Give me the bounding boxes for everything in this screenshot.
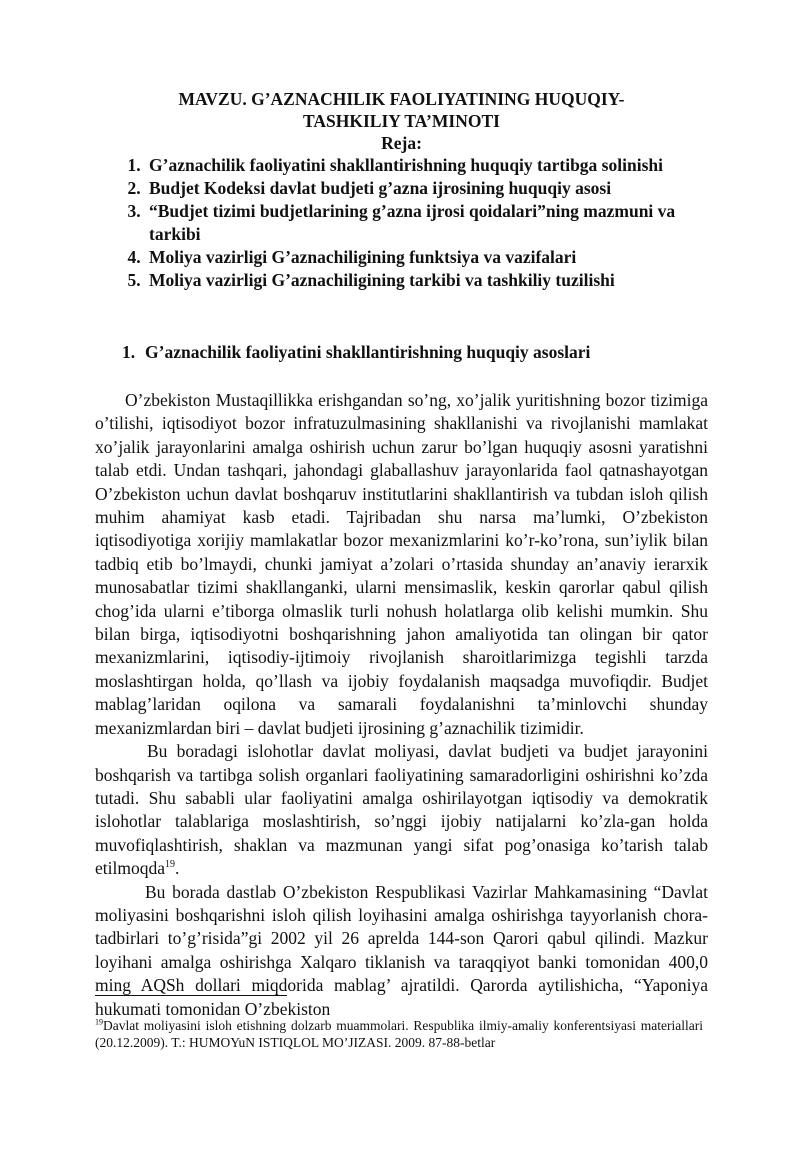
- footnote-divider: [95, 995, 287, 996]
- plan-item: 3. “Budjet tizimi budjetlarining g’azna ijrosi qoidalari”ning mazmuni va tarkibi: [145, 200, 708, 246]
- title-line-2: TASHKILIY TA’MINOTI: [303, 111, 500, 131]
- footnote-reference[interactable]: 19: [164, 859, 175, 871]
- body-text: [95, 389, 708, 1021]
- paragraph-2-end: .: [174, 858, 180, 879]
- plan-item: 4. Moliya vazirligi G’aznachiligining funktsiya va vazifalari: [145, 246, 708, 269]
- footnote: [95, 1017, 703, 1051]
- plan-item: 5. Moliya vazirligi G’aznachiligining tarkibi va tashkiliy tuzilishi: [145, 269, 708, 292]
- section-heading: [95, 341, 708, 364]
- title-line-1: MAVZU. G’AZNACHILIK FAOLIYATINING HUQUQIY-: [178, 89, 625, 109]
- footnote-number: 19: [95, 1017, 103, 1027]
- section-number: 1.: [122, 342, 136, 362]
- plan-item: 1. G’aznachilik faoliyatini shakllantirishning huquqiy tartibga solinishi: [145, 154, 708, 177]
- plan-heading: Reja:: [381, 133, 422, 153]
- plan-list: [95, 154, 708, 292]
- paragraph-2-text: Bu boradagi islohotlar davlat moliyasi, davlat budjeti va budjet jarayonini boshqarish va tartibga solish organlari faoliyatining samaradorligini oshirishni ko’zda tutadi. Shu sababli ular faoliyatini amalga oshirilayotgan iqtisodiy va demokratik islohotlar talablariga moslashtirish, so’nggi ijobiy natijalarni ko’zla-gan holda muvofiqlashtirish, shaklan va mazmunan yangi sifat pog’onasiga ko’tarish talab etilmoqda: [95, 741, 708, 879]
- footnote-text: Davlat moliyasini isloh etishning dolzarb muammolari. Respublika ilmiy-amaliy konferentsiyasi materiallari (20.12.2009). T.: HUMOYuN ISTIQLOL MO’JIZASI. 2009. 87-88-betlar: [95, 1018, 703, 1050]
- section-title: G’aznachilik faoliyatini shakllantirishning huquqiy asoslari: [145, 342, 591, 362]
- document-page: [95, 88, 708, 1021]
- plan-item: 2. Budjet Kodeksi davlat budjeti g’azna ijrosining huquqiy asosi: [145, 177, 708, 200]
- document-title: [95, 88, 708, 132]
- paragraph-2: [95, 740, 708, 880]
- paragraph-3: Bu borada dastlab O’zbekiston Respublikasi Vazirlar Mahkamasining “Davlat moliyasini boshqarishni isloh qilish loyihasini amalga oshirishga tayyorlanish chora-tadbirlari to’g’risida”gi 2002 yil 26 aprelda 144-son Qarori qabul qilindi. Mazkur loyihani amalga oshirishga Xalqaro tiklanish va taraqqiyot banki tomonidan 400,0 ming AQSh dollari miqdorida mablag’ ajratildi. Qarorda aytilishicha, “Yaponiya hukumati tomonidan O’zbekiston: [95, 881, 708, 1019]
- paragraph-1: O’zbekiston Mustaqillikka erishgandan so’ng, xo’jalik yuritishning bozor tizimiga o’tilishi, iqtisodiyot bozor infratuzulmasining shakllanishi va rivojlanishi mamlakat xo’jalik jarayonlarini amalga oshirish uchun zarur bo’lgan huquqiy asosni yaratishni talab etdi. Undan tashqari, jahondagi glaballashuv jarayonlarida faol qatnashayotgan O’zbekiston uchun davlat boshqaruv institutlarini shakllantirish va tubdan isloh qilish muhim ahamiyat kasb etadi. Tajribadan shu narsa ma’lumki, O’zbekiston iqtisodiyotiga xorijiy mamlakatlar bozor mexanizmlarini ko’r-ko’rona, sun’iylik bilan tadbiq etib bo’lmaydi, chunki jamiyat a’zolari o’rtasida shunday an’anaviy ierarxik munosabatlar tizimi shakllanganki, ularni mensimaslik, keskin qarorlar qabul qilish chog’ida ularni e’tiborga olmaslik turli nohush holatlarga olib kelishi mumkin. Shu bilan birga, iqtisodiyotni boshqarishning jahon amaliyotida tan olingan bir qator mexanizmlarini, iqtisodiy-ijtimoiy rivojlanish sharoitlarimizga tegishli tarzda moslashtirgan holda, qo’llash va ijobiy foydalanish maqsadga muvofiqdir. Budjet mablag’laridan oqilona va samarali foydalanishni ta’minlovchi shunday mexanizmlardan biri – davlat budjeti ijrosining g’aznachilik tizimidir.: [95, 390, 708, 738]
